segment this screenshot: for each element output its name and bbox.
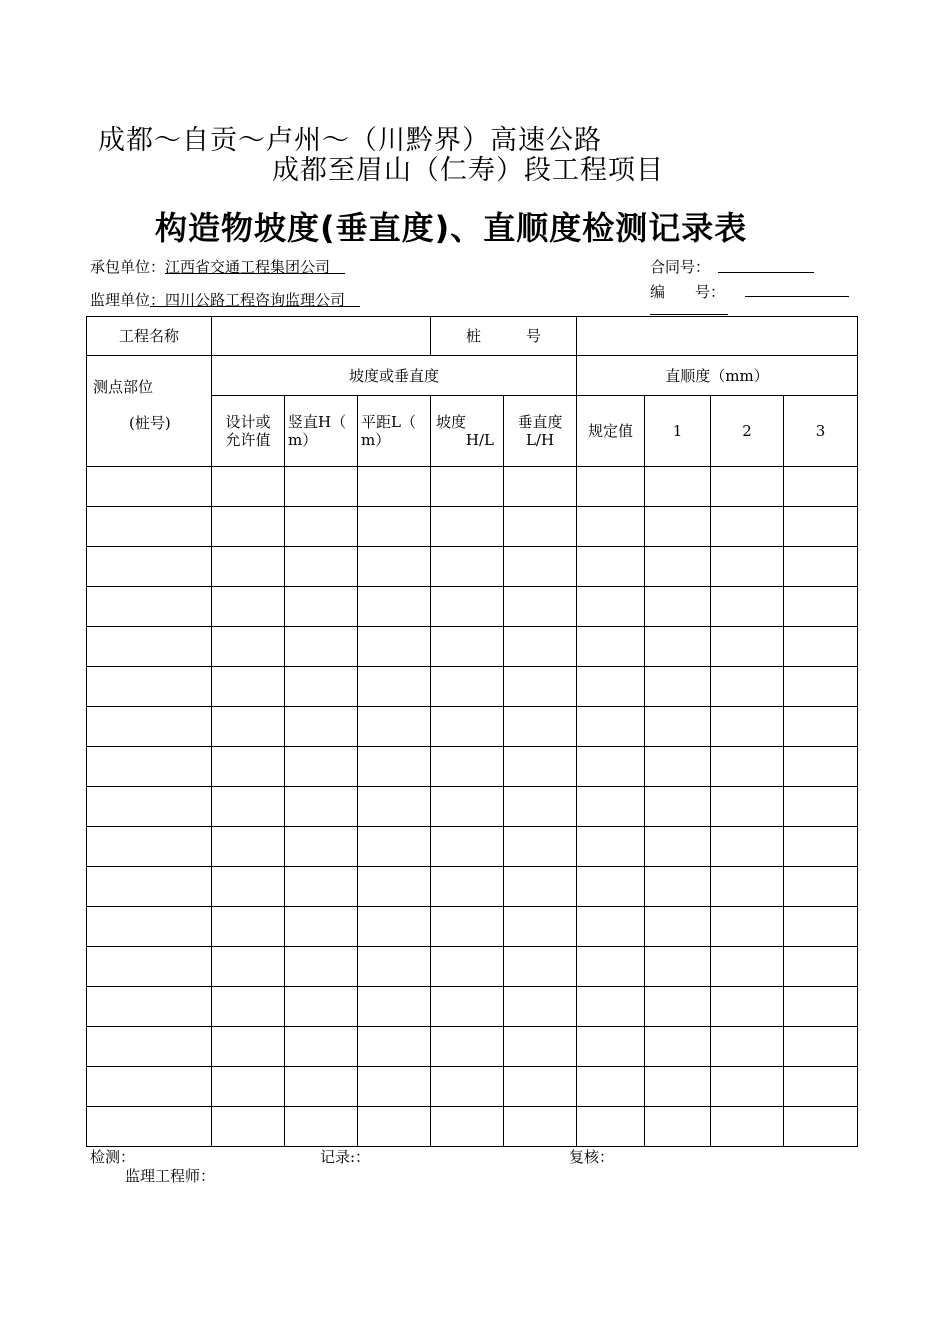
table-cell[interactable] [212, 627, 285, 667]
straight-group-header: 直顺度（mm） [577, 356, 858, 396]
table-cell[interactable] [212, 1107, 285, 1147]
table-row [87, 627, 858, 667]
supervisor-label: 监理单位 [90, 291, 151, 309]
table-cell[interactable] [358, 1027, 431, 1067]
table-cell[interactable] [285, 1067, 358, 1107]
col-1-header: 1 [645, 396, 711, 467]
table-cell[interactable] [784, 907, 858, 947]
table-cell[interactable] [504, 787, 577, 827]
table-cell[interactable] [504, 1107, 577, 1147]
table-cell[interactable] [711, 587, 784, 627]
test-label: 检测： [90, 1148, 136, 1166]
table-cell[interactable] [285, 1107, 358, 1147]
table-cell[interactable] [358, 1067, 431, 1107]
col-plumb-header [504, 396, 577, 467]
table-cell[interactable] [784, 707, 858, 747]
table-cell[interactable] [504, 827, 577, 867]
table-cell[interactable] [285, 547, 358, 587]
table-cell[interactable] [212, 867, 285, 907]
table-cell[interactable] [431, 867, 504, 907]
table-cell[interactable] [784, 867, 858, 907]
table-cell[interactable] [358, 467, 431, 507]
table-cell[interactable] [784, 1067, 858, 1107]
table-cell[interactable] [784, 947, 858, 987]
table-cell[interactable] [431, 1067, 504, 1107]
table-row [87, 747, 858, 787]
table-cell[interactable] [285, 467, 358, 507]
table-cell[interactable] [504, 907, 577, 947]
table-cell[interactable] [212, 1027, 285, 1067]
table-cell[interactable] [577, 627, 645, 667]
table-cell[interactable] [431, 627, 504, 667]
table-cell[interactable] [645, 667, 711, 707]
table-cell[interactable] [504, 547, 577, 587]
table-cell[interactable] [577, 1107, 645, 1147]
table-cell[interactable] [711, 987, 784, 1027]
table-row [87, 867, 858, 907]
table-cell[interactable] [577, 667, 645, 707]
table-cell[interactable] [285, 587, 358, 627]
project-name-input[interactable] [212, 317, 431, 356]
col-plumb-line1: 垂直度 [517, 413, 563, 431]
table-cell[interactable] [645, 987, 711, 1027]
table-cell[interactable] [87, 747, 212, 787]
table-cell[interactable] [431, 987, 504, 1027]
table-cell[interactable] [358, 827, 431, 867]
table-cell[interactable] [431, 667, 504, 707]
table-cell[interactable] [285, 627, 358, 667]
table-cell[interactable] [577, 547, 645, 587]
record-table [86, 316, 858, 1147]
table-cell[interactable] [87, 987, 212, 1027]
table-row [87, 507, 858, 547]
table-cell[interactable] [645, 787, 711, 827]
contractor-value: 江西省交通工程集团公司 [165, 258, 331, 276]
table-cell[interactable] [87, 827, 212, 867]
project-name-label: 工程名称 [87, 317, 212, 356]
table-cell[interactable] [577, 827, 645, 867]
table-cell[interactable] [285, 707, 358, 747]
table-cell[interactable] [431, 467, 504, 507]
table-cell[interactable] [431, 507, 504, 547]
table-cell[interactable] [358, 507, 431, 547]
table-cell[interactable] [358, 1107, 431, 1147]
supervisor-field [90, 289, 360, 310]
table-cell[interactable] [711, 907, 784, 947]
table-cell[interactable] [431, 707, 504, 747]
table-cell[interactable] [87, 667, 212, 707]
table-cell[interactable] [645, 1107, 711, 1147]
contract-no-line [718, 272, 814, 273]
table-cell[interactable] [711, 1027, 784, 1067]
project-row [87, 317, 858, 356]
table-cell[interactable] [212, 787, 285, 827]
contract-no-label: 合同号： [650, 258, 711, 276]
table-cell[interactable] [87, 507, 212, 547]
table-cell[interactable] [358, 547, 431, 587]
table-cell[interactable] [358, 587, 431, 627]
table-cell[interactable] [431, 947, 504, 987]
col-slope-line2: H/L [465, 431, 495, 449]
table-cell[interactable] [711, 667, 784, 707]
table-cell[interactable] [212, 507, 285, 547]
measure-point-label: 测点部位 [93, 378, 154, 396]
table-cell[interactable] [431, 547, 504, 587]
table-cell[interactable] [431, 587, 504, 627]
table-cell[interactable] [504, 987, 577, 1027]
table-cell[interactable] [711, 707, 784, 747]
station-label: 桩 号 [431, 317, 577, 356]
table-cell[interactable] [784, 547, 858, 587]
col-design-line2: 允许值 [225, 431, 271, 449]
table-cell[interactable] [577, 787, 645, 827]
table-cell[interactable] [358, 907, 431, 947]
table-cell[interactable] [784, 1107, 858, 1147]
table-row [87, 827, 858, 867]
table-cell[interactable] [87, 1067, 212, 1107]
table-cell[interactable] [87, 1107, 212, 1147]
header-line-1: 成都～自贡～卢州～（川黔界）高速公路 [98, 125, 602, 156]
table-cell[interactable] [711, 867, 784, 907]
table-cell[interactable] [784, 467, 858, 507]
col-design-header [212, 396, 285, 467]
table-cell[interactable] [285, 747, 358, 787]
table-cell[interactable] [645, 907, 711, 947]
col-plumb-line2: L/H [525, 431, 555, 449]
group-header-row [87, 356, 858, 396]
table-cell[interactable] [87, 1027, 212, 1067]
table-cell[interactable] [577, 907, 645, 947]
col-2-header: 2 [711, 396, 784, 467]
table-row [87, 707, 858, 747]
table-cell[interactable] [645, 747, 711, 787]
table-cell[interactable] [711, 1107, 784, 1147]
table-cell[interactable] [711, 547, 784, 587]
table-cell[interactable] [645, 587, 711, 627]
table-cell[interactable] [504, 627, 577, 667]
col-design-line1: 设计或 [225, 413, 271, 431]
table-cell[interactable] [285, 507, 358, 547]
table-cell[interactable] [645, 507, 711, 547]
col-vertical-line2: m） [288, 431, 318, 449]
table-cell[interactable] [577, 987, 645, 1027]
table-cell[interactable] [711, 747, 784, 787]
table-cell[interactable] [87, 867, 212, 907]
table-cell[interactable] [431, 1027, 504, 1067]
table-cell[interactable] [577, 947, 645, 987]
table-cell[interactable] [711, 1067, 784, 1107]
table-cell[interactable] [504, 587, 577, 627]
table-cell[interactable] [645, 467, 711, 507]
table-cell[interactable] [358, 947, 431, 987]
table-cell[interactable] [504, 1027, 577, 1067]
table-cell[interactable] [285, 667, 358, 707]
table-cell[interactable] [711, 467, 784, 507]
table-cell[interactable] [784, 667, 858, 707]
col-spec-header: 规定值 [577, 396, 645, 467]
table-row [87, 467, 858, 507]
slope-group-header: 坡度或垂直度 [212, 356, 577, 396]
col-horizontal-header [358, 396, 431, 467]
table-cell[interactable] [645, 947, 711, 987]
table-cell[interactable] [645, 707, 711, 747]
table-cell[interactable] [358, 667, 431, 707]
table-cell[interactable] [285, 867, 358, 907]
col-vertical-line1: 竖直H（ [288, 413, 347, 431]
contractor-label: 承包单位： [90, 258, 166, 276]
review-label: 复核： [569, 1148, 615, 1166]
table-cell[interactable] [87, 587, 212, 627]
table-cell[interactable] [212, 827, 285, 867]
station-input[interactable] [577, 317, 858, 356]
table-row [87, 987, 858, 1027]
table-cell[interactable] [711, 827, 784, 867]
record-label: 记录:： [320, 1148, 371, 1166]
supervisor-value: ：四川公路工程咨询监理公司 [150, 291, 346, 309]
table-row [87, 907, 858, 947]
col-slope-line1: 坡度 [436, 413, 467, 431]
table-cell[interactable] [87, 907, 212, 947]
table-cell[interactable] [87, 627, 212, 667]
col-horizontal-line2: m） [361, 431, 391, 449]
table-cell[interactable] [504, 707, 577, 747]
table-cell[interactable] [285, 827, 358, 867]
serial-no-line-2 [650, 314, 728, 315]
table-cell[interactable] [285, 1027, 358, 1067]
col-slope-header [431, 396, 504, 467]
page-title: 构造物坡度(垂直度)、直顺度检测记录表 [155, 209, 748, 247]
table-cell[interactable] [645, 867, 711, 907]
table-cell[interactable] [212, 707, 285, 747]
table-cell[interactable] [577, 707, 645, 747]
table-cell[interactable] [285, 987, 358, 1027]
table-cell[interactable] [577, 507, 645, 547]
table-cell[interactable] [711, 507, 784, 547]
table-cell[interactable] [645, 627, 711, 667]
table-cell[interactable] [285, 787, 358, 827]
table-cell[interactable] [212, 987, 285, 1027]
col-horizontal-line1: 平距L（ [361, 413, 416, 431]
table-cell[interactable] [212, 467, 285, 507]
col-vertical-header [285, 396, 358, 467]
table-cell[interactable] [577, 467, 645, 507]
col-3-header: 3 [784, 396, 858, 467]
table-cell[interactable] [285, 907, 358, 947]
table-cell[interactable] [784, 507, 858, 547]
table-cell[interactable] [504, 867, 577, 907]
table-cell[interactable] [645, 827, 711, 867]
table-cell[interactable] [87, 467, 212, 507]
serial-no-label: 编 号： [650, 283, 726, 301]
table-cell[interactable] [285, 947, 358, 987]
contractor-field [90, 256, 345, 277]
table-cell[interactable] [212, 667, 285, 707]
table-cell[interactable] [431, 827, 504, 867]
header-line-2: 成都至眉山（仁寿）段工程项目 [272, 155, 664, 186]
table-cell[interactable] [784, 787, 858, 827]
serial-no-line [745, 296, 849, 297]
table-cell[interactable] [577, 587, 645, 627]
data-rows [87, 467, 858, 1147]
table-cell[interactable] [212, 947, 285, 987]
table-cell[interactable] [711, 627, 784, 667]
engineer-label: 监理工程师： [125, 1167, 216, 1185]
table-row [87, 947, 858, 987]
table-row [87, 587, 858, 627]
table-cell[interactable] [431, 787, 504, 827]
table-cell[interactable] [212, 747, 285, 787]
measure-point-sub: (桩号) [129, 414, 171, 432]
table-cell[interactable] [504, 1067, 577, 1107]
table-cell[interactable] [711, 787, 784, 827]
table-cell[interactable] [212, 1067, 285, 1107]
table-cell[interactable] [504, 747, 577, 787]
table-cell[interactable] [431, 747, 504, 787]
table-cell[interactable] [87, 787, 212, 827]
table-row [87, 547, 858, 587]
table-cell[interactable] [577, 867, 645, 907]
table-row [87, 1027, 858, 1067]
table-cell[interactable] [784, 987, 858, 1027]
table-cell[interactable] [504, 947, 577, 987]
table-cell[interactable] [212, 907, 285, 947]
table-cell[interactable] [577, 747, 645, 787]
table-row [87, 667, 858, 707]
table-row [87, 1067, 858, 1107]
table-cell[interactable] [358, 747, 431, 787]
table-cell[interactable] [577, 1067, 645, 1107]
table-cell[interactable] [431, 907, 504, 947]
table-cell[interactable] [784, 827, 858, 867]
table-cell[interactable] [358, 707, 431, 747]
table-cell[interactable] [645, 1027, 711, 1067]
table-cell[interactable] [784, 1027, 858, 1067]
table-cell[interactable] [358, 987, 431, 1027]
table-cell[interactable] [358, 627, 431, 667]
table-row [87, 1107, 858, 1147]
table-cell[interactable] [645, 1067, 711, 1107]
table-cell[interactable] [504, 507, 577, 547]
table-cell[interactable] [504, 467, 577, 507]
table-cell[interactable] [431, 1107, 504, 1147]
table-cell[interactable] [645, 547, 711, 587]
table-cell[interactable] [212, 587, 285, 627]
table-cell[interactable] [784, 747, 858, 787]
table-cell[interactable] [784, 627, 858, 667]
table-cell[interactable] [87, 547, 212, 587]
table-cell[interactable] [358, 787, 431, 827]
table-cell[interactable] [87, 947, 212, 987]
table-cell[interactable] [358, 867, 431, 907]
measure-point-header [87, 356, 212, 467]
table-cell[interactable] [784, 587, 858, 627]
table-cell[interactable] [212, 547, 285, 587]
table-cell[interactable] [87, 707, 212, 747]
table-cell[interactable] [577, 1027, 645, 1067]
table-row [87, 787, 858, 827]
table-cell[interactable] [711, 947, 784, 987]
table-cell[interactable] [504, 667, 577, 707]
